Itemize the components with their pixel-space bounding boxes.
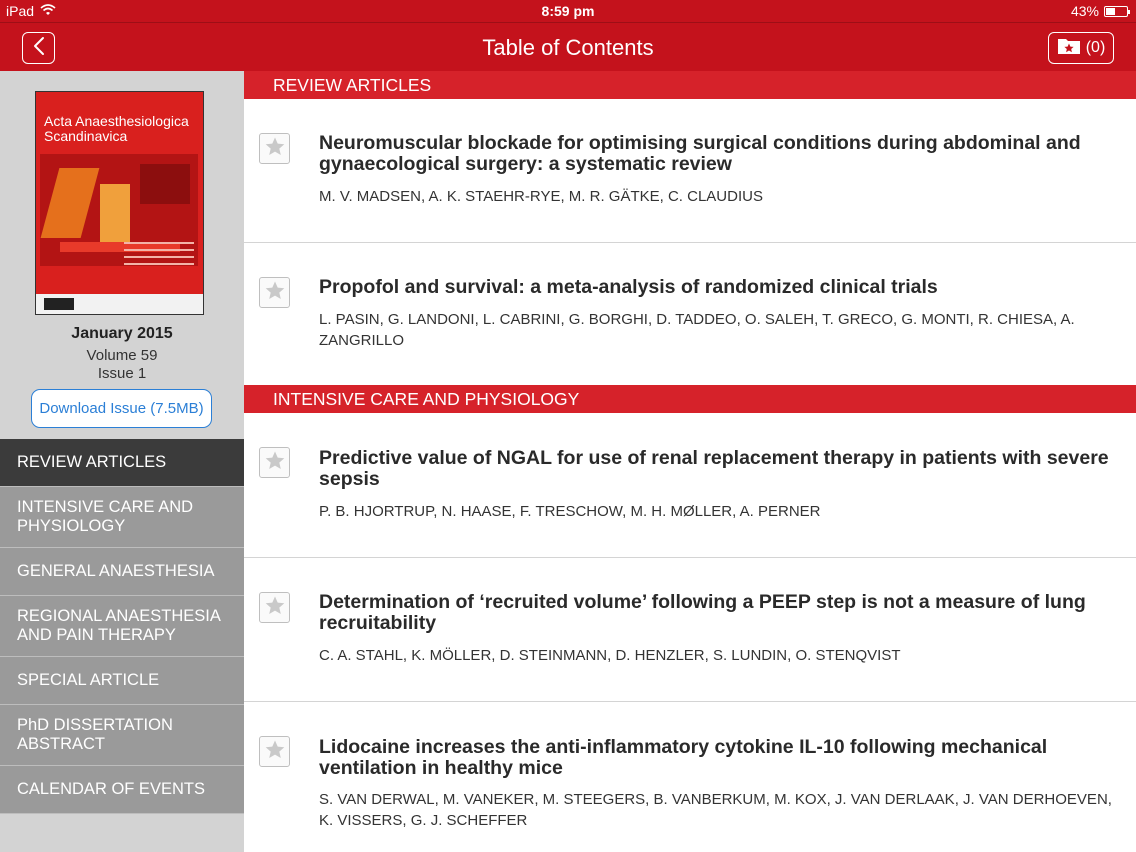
article-row[interactable]: [244, 413, 1136, 558]
issue-cover-image[interactable]: [35, 91, 204, 315]
cover-journal-title: [44, 114, 189, 144]
table-of-contents[interactable]: [244, 71, 1136, 852]
sidebar-item-intensive-care[interactable]: INTENSIVE CARE AND PHYSIOLOGY: [0, 487, 244, 548]
article-authors: M. V. MADSEN, A. K. STAEHR-RYE, M. R. GÄTKE, C. CLAUDIUS: [319, 188, 763, 205]
favourites-count: (0): [1085, 39, 1106, 56]
article-authors: S. VAN DERWAL, M. VANEKER, M. STEEGERS, B. VANBERKUM, M. KOX, J. VAN DERLAAK, J. VAN DERHOEVEN, K. VISSERS, G. J. SCHEFFER: [319, 791, 1112, 829]
star-icon: [264, 595, 286, 621]
sidebar-item-special-article[interactable]: SPECIAL ARTICLE: [0, 657, 244, 705]
cover-title-line-2: Scandinavica: [44, 128, 128, 144]
star-icon: [264, 136, 286, 162]
cover-text-lines: [124, 242, 194, 270]
article-row[interactable]: [244, 99, 1136, 243]
article-title[interactable]: Determination of ‘recruited volume’ following a PEEP step is not a measure of lung recruitability: [319, 591, 1086, 634]
page-title: Table of Contents: [482, 35, 654, 60]
battery-icon: [1104, 6, 1128, 17]
issue-date: January 2015: [71, 325, 173, 342]
status-right: [1071, 3, 1128, 19]
article-title[interactable]: Propofol and survival: a meta-analysis of randomized clinical trials: [319, 276, 938, 298]
article-authors: L. PASIN, G. LANDONI, L. CABRINI, G. BORGHI, D. TADDEO, O. SALEH, T. GRECO, G. MONTI, R. CHIESA, A. ZANGRILLO: [319, 311, 1075, 349]
article-title[interactable]: Lidocaine increases the anti-inflammatory cytokine IL-10 following mechanical ventilation in healthy mice: [319, 736, 1048, 779]
section-header-review-articles: REVIEW ARTICLES: [244, 71, 1136, 99]
issue-number: Issue 1: [97, 365, 147, 382]
publisher-logo: [44, 298, 74, 310]
article-row[interactable]: [244, 558, 1136, 702]
section-header-intensive-care: INTENSIVE CARE AND PHYSIOLOGY: [244, 385, 1136, 413]
article-authors: P. B. HJORTRUP, N. HAASE, F. TRESCHOW, M. H. MØLLER, A. PERNER: [319, 503, 821, 520]
article-row[interactable]: [244, 243, 1136, 385]
sidebar: [0, 71, 244, 852]
cover-title-line-1: Acta Anaesthesiologica: [44, 113, 189, 129]
article-row[interactable]: [244, 702, 1136, 852]
article-title[interactable]: Neuromuscular blockade for optimising surgical conditions during abdominal and gynaecological surgery: a systematic review: [319, 132, 1081, 175]
device-label: iPad: [6, 3, 35, 19]
download-issue-button[interactable]: Download Issue (7.5MB): [31, 389, 212, 428]
favourite-star-button[interactable]: [259, 447, 290, 478]
sidebar-item-review-articles[interactable]: REVIEW ARTICLES: [0, 439, 244, 487]
sidebar-item-general-anaesthesia[interactable]: GENERAL ANAESTHESIA: [0, 548, 244, 596]
cover-publisher-strip: [36, 294, 203, 314]
sidebar-item-regional-anaesthesia[interactable]: REGIONAL ANAESTHESIA AND PAIN THERAPY: [0, 596, 244, 657]
issue-volume: Volume 59: [86, 347, 158, 364]
star-icon: [264, 280, 286, 306]
battery-percent: 43%: [1070, 3, 1099, 19]
favourite-star-button[interactable]: [259, 736, 290, 767]
status-time: 8:59 pm: [541, 3, 595, 19]
sidebar-item-calendar-of-events[interactable]: CALENDAR OF EVENTS: [0, 766, 244, 814]
sidebar-item-phd-abstract[interactable]: PhD DISSERTATION ABSTRACT: [0, 705, 244, 766]
favourite-star-button[interactable]: [259, 592, 290, 623]
star-icon: [264, 739, 286, 765]
nav-bar: [0, 22, 1136, 71]
favourites-button[interactable]: [1048, 32, 1114, 64]
section-nav: [0, 439, 244, 814]
article-title[interactable]: Predictive value of NGAL for use of renal replacement therapy in patients with severe sepsis: [319, 447, 1109, 490]
star-icon: [264, 450, 286, 476]
article-authors: C. A. STAHL, K. MÖLLER, D. STEINMANN, D. HENZLER, S. LUNDIN, O. STENQVIST: [319, 647, 901, 664]
favourite-star-button[interactable]: [259, 277, 290, 308]
status-bar: [0, 0, 1136, 22]
star-folder-icon: [1057, 36, 1081, 60]
favourite-star-button[interactable]: [259, 133, 290, 164]
